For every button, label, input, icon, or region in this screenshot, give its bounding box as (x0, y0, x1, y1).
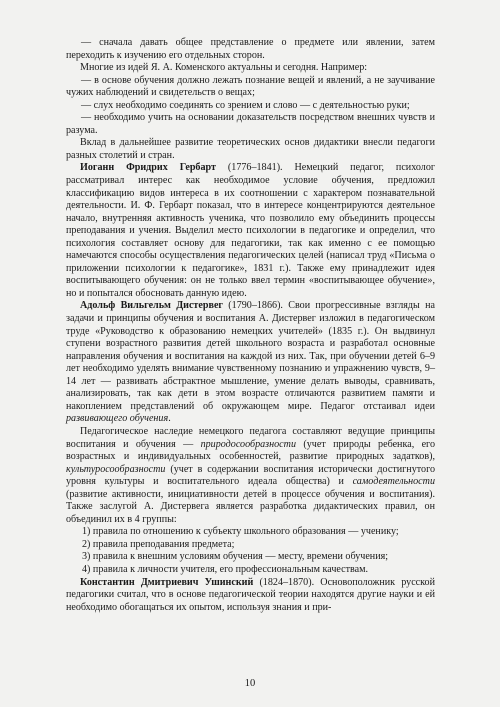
text-segment: — сначала давать общее представление о предмете или явлении, затем переходить к изучению его отдельных сторон. (66, 37, 435, 61)
page-body-text (66, 37, 435, 614)
bold-name: Константин Дмитриевич Ушинский (80, 576, 254, 588)
italic-term: культуросообразности (66, 463, 166, 475)
text-segment: — слух необходимо соединять со зрением и слово — с деятельностью руки; (81, 99, 410, 111)
paragraph (66, 162, 435, 300)
dash-list-item (66, 100, 435, 113)
text-segment: . (168, 413, 171, 425)
text-segment: Многие из идей Я. А. Коменского актуальны и сегодня. Например: (80, 62, 368, 74)
paragraph (66, 577, 435, 615)
italic-term: самодеятельности (352, 476, 435, 488)
paragraph (66, 137, 435, 162)
text-segment: — в основе обучения должно лежать познание вещей и явлений, а не заучивание чужих наблюдений и свидетельств о вещах; (66, 74, 435, 99)
bold-name: Иоганн Фридрих Гербарт (80, 162, 216, 174)
text-segment: (1776–1841). Немецкий педагог, психолог рассматривал интерес как необходимое условие обучения, предложил классификацию видов интереса в их соотношении с характером познавательной деятельности. И. Ф. Гербарт показал, что в интересе концентрируются деятельное начало, внутренняя активность ученика, что позволило ему объединить процессы преподавания и учения. Выделил место психологии в педагогике и определил, что психология составляет основу для педагогики, так как именно с ее помощью намечаются способы осуществления педагогических целей (написал труд «Письма о приложении психологии к педагогике», 1831 г.). Также ему принадлежит идея воспитывающего обучения: он не только ввел термин «воспитывающее обучение», но и попытался обосновать данную идею. (66, 162, 436, 299)
dash-list-item (66, 37, 435, 62)
numbered-list-item (66, 526, 435, 539)
text-segment: — необходимо учить на основании доказательств посредством внешних чувств и разума. (66, 112, 435, 136)
text-segment: 3) правила к внешним условиям обучения — месту, времени обучения; (82, 551, 389, 563)
paragraph (66, 62, 435, 75)
numbered-list-item (66, 564, 435, 577)
text-segment: 4) правила к личности учителя, его профессиональным качествам. (82, 563, 369, 575)
text-segment: (учет в содержании воспитания исторически достигнутого уровня культуры и воспитательного идеала общества) и (66, 463, 435, 488)
paragraph (66, 426, 435, 526)
text-segment: (1824–1870). Основоположник русской педагогики считал, что в основе педагогической теории находятся другие науки и ей необходимо обогащаться их опытом, используя знания и при- (66, 576, 436, 613)
text-segment: (1790–1866). Свои прогрессивные взгляды на задачи и принципы обучения и воспитания А. Дистервег изложил в педагогическом труде «Руководство к образованию немецких учителей» (1835 г.). Он выдвинул ступени возрастного развития детей школьного возраста и разработал основные направления обучения и воспитания на каждой из них. Так, при обучении детей 6–9 лет необходимо уделять внимание чувственному познанию и упражнению чувств, 9–14 лет — развивать абстрактное мышление, умение делать выводы, сравнивать, анализировать, так как дети в этом возрасте отличаются развитием памяти и накоплением представлений об окружающем мире. Педагог отстаивал идеи (66, 300, 435, 412)
dash-list-item (66, 112, 435, 137)
text-segment: Педагогическое наследие немецкого педагога составляют ведущие принципы воспитания и обучения — (66, 425, 435, 450)
page-number: 10 (244, 678, 256, 689)
text-segment: (учет природы ребенка, его возрастных и индивидуальных особенностей, развитие природных задатков), (66, 438, 435, 463)
dash-list-item (66, 75, 435, 100)
bold-name: Адольф Вильгельм Дистервег (80, 300, 224, 312)
italic-term: развивающего обучения (66, 413, 169, 425)
text-segment: (развитие активности, инициативности детей в процессе обучения и воспитания). Также заслугой А. Дистервега является разработка дидактических правил, он объединил их в 4 группы: (66, 488, 435, 525)
numbered-list-item (66, 551, 435, 564)
paragraph (66, 300, 435, 425)
text-segment: 2) правила преподавания предмета; (82, 538, 235, 550)
italic-term: природосообразности (200, 438, 296, 450)
text-segment: Вклад в дальнейшее развитие теоретических основ дидактики внесли педагоги разных столетий и стран. (66, 137, 435, 161)
numbered-list-item (66, 539, 435, 552)
text-segment: 1) правила по отношению к субъекту школьного образования — ученику; (82, 526, 399, 538)
